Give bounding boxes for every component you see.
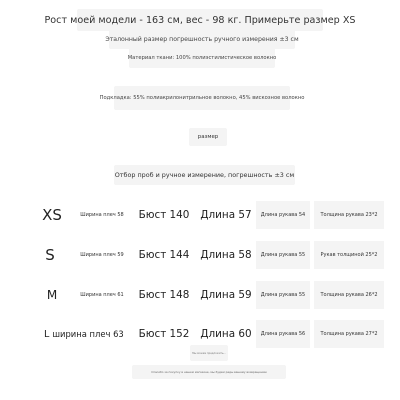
bust-measure: Бюст 144 (138, 249, 190, 261)
size-and-shoulder (44, 320, 124, 348)
thank-you-note: Спасибо за покупку в нашем магазине, мы будем рады вашему возвращению (132, 365, 286, 379)
length-measure: Длина 58 (200, 249, 252, 261)
shoulder-width: ширина плеч 63 (52, 329, 124, 339)
measurement-standard-note: Эталонный размер погрешность ручного измерения ±3 см (109, 29, 295, 49)
bust-measure: Бюст 152 (138, 328, 190, 340)
sleeve-thickness: Толщина рукава 27*2 (314, 320, 384, 348)
size-label-box: размер (189, 128, 227, 146)
bust-measure: Бюст 140 (138, 209, 190, 221)
shoulder-width: Ширина плеч 61 (80, 292, 124, 298)
size-label: XS (42, 206, 62, 224)
size-row-m (0, 281, 400, 309)
size-label: L (44, 328, 50, 340)
fabric-material-note: Материал ткани: 100% полиэстилистическое волокно (129, 48, 275, 68)
size-row-s (0, 241, 400, 269)
model-info-title: Рост моей модели - 163 см, вес - 98 кг. Примерьте размер XS (77, 9, 323, 31)
size-label: S (45, 246, 55, 264)
size-label: M (46, 288, 58, 302)
small-note-box: Мы можем предложить... (190, 345, 228, 361)
sleeve-thickness: Толщина рукава 23*2 (314, 201, 384, 229)
sleeve-length: Длина рукава 55 (256, 241, 310, 269)
shoulder-width: Ширина плеч 58 (80, 212, 124, 218)
sleeve-thickness: Толщина рукава 26*2 (314, 281, 384, 309)
sampling-note: Отбор проб и ручное измерение, погрешность ±3 см (114, 165, 295, 185)
shoulder-width: Ширина плеч 59 (80, 252, 124, 258)
length-measure: Длина 59 (200, 289, 252, 301)
size-row-xs (0, 201, 400, 229)
lining-material-note: Подкладка: 55% полиакрилонитрильное волокно, 45% вискозное волокно (114, 86, 290, 110)
sleeve-length: Длина рукава 54 (256, 201, 310, 229)
sleeve-length: Длина рукава 55 (256, 281, 310, 309)
length-measure: Длина 57 (200, 209, 252, 221)
sleeve-thickness: Рукав толщиной 25*2 (314, 241, 384, 269)
sleeve-length: Длина рукава 56 (256, 320, 310, 348)
bust-measure: Бюст 148 (138, 289, 190, 301)
size-row-l (0, 320, 400, 348)
length-measure: Длина 60 (200, 328, 252, 340)
